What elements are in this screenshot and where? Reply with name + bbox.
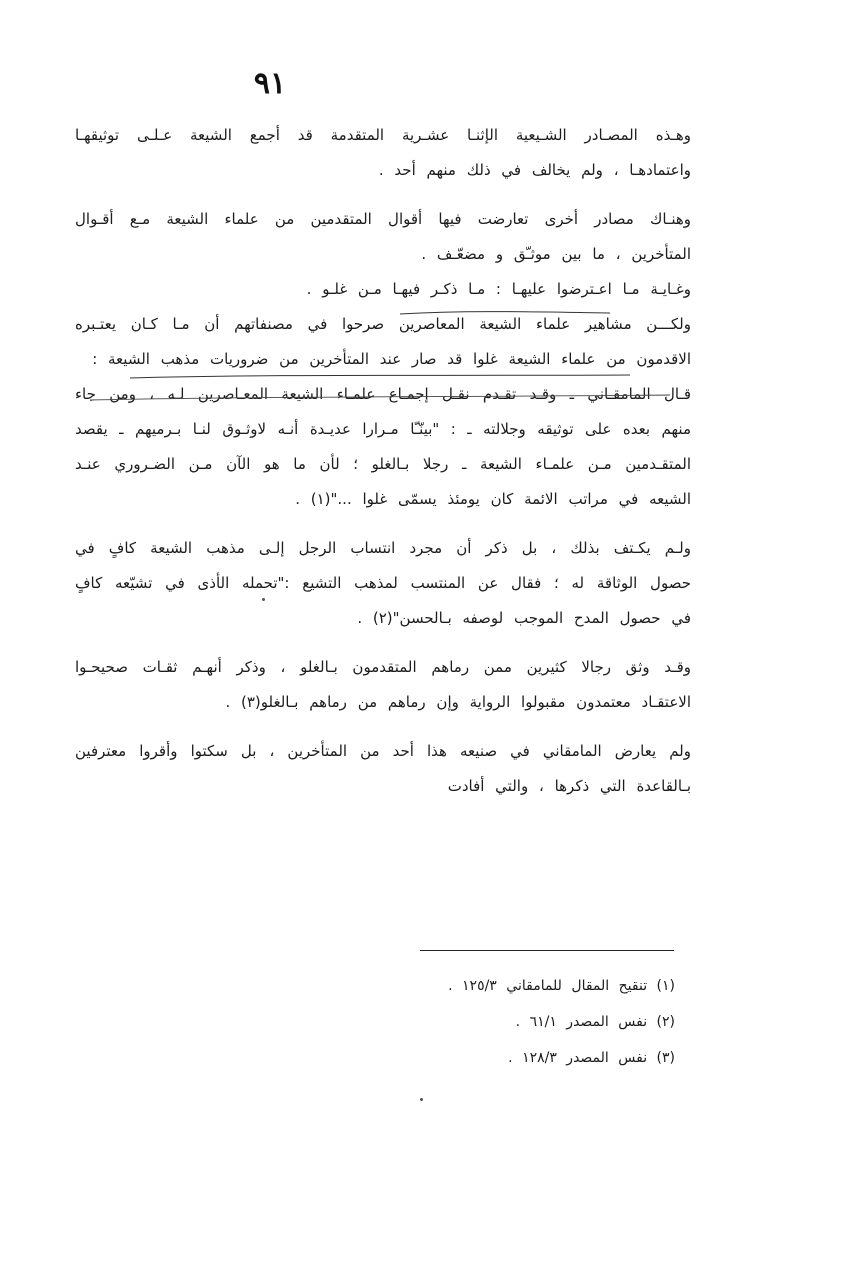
paragraph-4: ولكـــن مشاهير علماء الشيعة المعاصرين صرحوا في مصنفاتهم أن مـا كـان يعتـبره الاقدمون من علماء الشيعة غلوا قد صار عند المتأخرين من ضروريات مذهب الشيعة : xyxy=(75,315,691,368)
paragraph-6: ولـم يكـتف بذلك ، بل ذكر أن مجرد انتساب الرجل إلـى مذهب الشيعة كافٍ في حصول الوثاقة له ؛ فقال عن المنتسب لمذهب التشيع :"تحمله الأذى في تشيّعه كافٍ في حصول المدح الموجب لوصفه بـالحسن"(٢) . xyxy=(75,539,691,627)
footnote-3: (٣) نفس المصدر ١٢٨/٣ . xyxy=(508,1050,675,1066)
paragraph-1: وهـذه المصـادر الشـيعية الإثنـا عشـرية المتقدمة قد أجمع الشيعة عـلـى توثيقهـا واعتمادهـا ، ولم يخالف في ذلك منهم أحد . xyxy=(75,126,691,179)
footnote-2: (٢) نفس المصدر ٦١/١ . xyxy=(515,1014,675,1030)
scan-speck xyxy=(262,598,265,601)
main-text-block xyxy=(75,118,691,804)
paragraph-7: وقـد وثق رجالا كثيرين ممن رماهم المتقدمون بـالغلو ، وذكر أنهـم ثقـات صحيحـوا الاعتقـاد معتمدون مقبولوا الرواية وإن رماهم من رماهم بـالغلو(٣) . xyxy=(75,658,691,711)
paragraph-5: قـال المامقـاني ـ وقـد تقـدم نقـل إجمـاع علمـاء الشيعة المعـاصرين لـه ، ومن جاء منهم بعده على توثيقه وجلالته ـ : "بينّـّا مـرارا عديـدة أنـه لاوثـوق لنـا بـرميهم ـ يقصد المتقـدمين مـن علمـاء الشيعة ـ رجلا بـالغلو ؛ لأن ما هو الآن مـن الضـروري عنـد الشيعه في مراتب الائمة كان يومئذ يسمّى غلوا ..."(١) . xyxy=(75,385,691,508)
paragraph-8: ولم يعارض المامقاني في صنيعه هذا أحد من المتأخرين ، بل سكتوا وأقروا معترفين بـالقاعدة التي ذكرها ، والتي أفادت xyxy=(75,742,691,795)
paragraph-3: وغـايـة مـا اعـترضوا عليهـا : مـا ذكـر فيهـا مـن غلـو . xyxy=(306,280,691,298)
footnotes-block xyxy=(175,968,675,1076)
page-number: ٩١ xyxy=(253,66,287,101)
footnote-1: (١) تنقيح المقال للمامقاني ١٢٥/٣ . xyxy=(448,978,675,994)
paragraph-2: وهنـاك مصادر أخرى تعارضت فيها أقوال المتقدمين من علماء الشيعة مـع أقـوال المتأخرين ، ما بين موثـّق و مضعّـف . xyxy=(75,210,691,263)
scan-speck xyxy=(420,1098,423,1101)
footnote-divider xyxy=(420,950,674,951)
